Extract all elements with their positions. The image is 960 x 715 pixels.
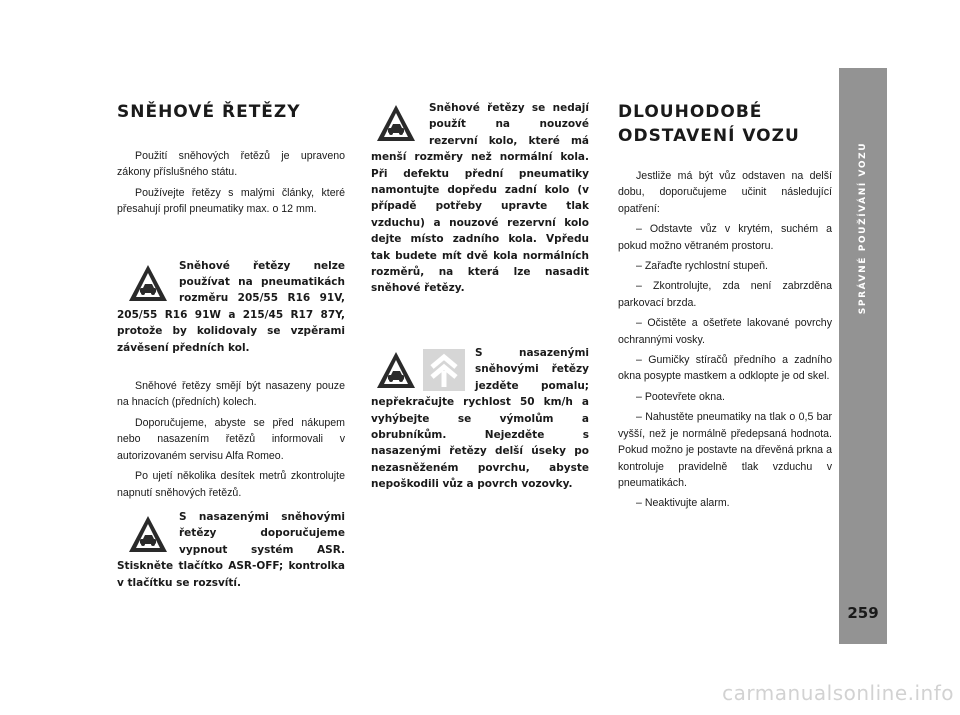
warning-spare-wheel <box>371 100 589 297</box>
warning-text-tire-sizes: Sněhové řetězy nelze používat na pneumatikách rozměru 205/55 R16 91V, 205/55 R16 91W a 215/45 R17 87Y, protože by kolidovaly se vzpěrami závěsení předních kol. <box>117 259 345 354</box>
warning-car-icon <box>127 513 169 555</box>
paragraph-service: Doporučujeme, abyste se před nákupem nebo nasazením řetězů informovali v autorizovaném servisu Alfa Romeo. <box>117 416 345 462</box>
list-item: – Odstavte vůz v krytém, suchém a pokud možno větraném prostoru. <box>618 223 832 252</box>
warning-asr <box>117 509 345 591</box>
paragraph-law: Použití sněhových řetězů je upraveno zákony příslušného státu. <box>117 150 345 179</box>
warning-text-spare-wheel: Sněhové řetězy se nedají použít na nouzové rezervní kolo, které má menší rozměry než normální kola. Při defektu přední pneumatiky namontujte dopředu zadní kolo (v případě potřeby upravte tlak vzduchu) a nouzové rezervní kolo dejte místo zadního kola. Vpředu tak budete mít dvě kola normálních rozměrů, na která lze nasadit sněhové řetězy. <box>371 102 589 295</box>
chapter-sidebar <box>839 68 887 644</box>
middle-column <box>371 100 589 493</box>
warning-car-icon <box>375 349 417 391</box>
list-item: – Zkontrolujte, zda není zabrzděna parkovací brzda. <box>618 280 832 309</box>
list-item: – Nahustěte pneumatiky na tlak o 0,5 bar vyšší, než je normálně předepsaná hodnota. Pokud možno je postavte na dřevěná prkna a kontroluje pravidelně tlak vzduchu v pneumatikách. <box>618 411 832 489</box>
section-heading-storage-line2: ODSTAVENÍ VOZU <box>618 126 800 146</box>
warning-tire-sizes <box>117 258 345 356</box>
list-item: – Zařaďte rychlostní stupeň. <box>636 260 768 273</box>
paragraph-driven-wheels: Sněhové řetězy smějí být nasazeny pouze na hnacích (předních) kolech. <box>117 380 345 409</box>
right-column <box>618 100 832 516</box>
watermark: carmanualsonline.info <box>722 681 954 705</box>
page-number: 259 <box>847 604 879 622</box>
list-item: – Gumičky stíračů předního a zadního okna posypte mastkem a odklopte je od skel. <box>618 354 832 383</box>
snow-chain-chevron-icon <box>423 349 465 391</box>
paragraph-storage-intro: Jestliže má být vůz odstaven na delší dobu, doporučujeme učinit následující opatření: <box>618 170 832 215</box>
section-heading-storage-line1: DLOUHODOBÉ <box>618 102 763 122</box>
warning-car-icon <box>127 262 169 304</box>
warning-car-icon <box>375 102 417 144</box>
paragraph-tension-check: Po ujetí několika desítek metrů zkontrolujte napnutí sněhových řetězů. <box>117 470 345 499</box>
list-item: – Očistěte a ošetřete lakované povrchy ochrannými vosky. <box>618 317 832 346</box>
warning-text-asr: S nasazenými sněhovými řetězy doporučujeme vypnout systém ASR. Stiskněte tlačítko ASR-OFF; kontrolka v tlačítku se rozsvítí. <box>117 510 345 589</box>
left-column <box>117 100 345 591</box>
list-item: – Neaktivujte alarm. <box>636 497 730 510</box>
section-heading-snow-chains: SNĚHOVÉ ŘETĚZY <box>117 102 301 122</box>
warning-speed-limit <box>371 345 589 493</box>
paragraph-chain-size: Používejte řetězy s malými články, které přesahují profil pneumatiky max. o 12 mm. <box>117 186 345 216</box>
chapter-title: SPRÁVNÉ POUŽÍVÁNÍ VOZU <box>858 141 868 315</box>
warning-text-speed-limit: S nasazenými sněhovými řetězy jezděte pomalu; nepřekračujte rychlost 50 km/h a vyhýbejte se výmolům a obrubníkům. Nejezděte s nasazenými řetězy delší úseky po nezasněženém povrchu, abyste nepoškodili vůz a povrch vozovky. <box>371 346 589 491</box>
list-item: – Pootevřete okna. <box>636 390 725 403</box>
